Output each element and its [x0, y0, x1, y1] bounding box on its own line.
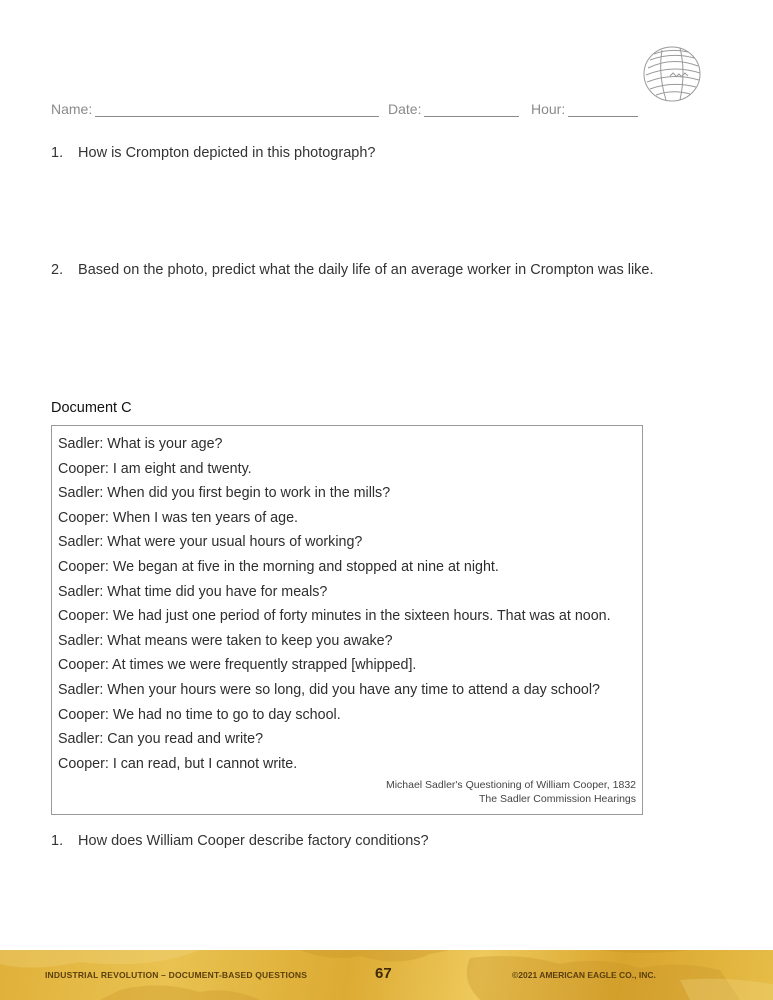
question-text: How does William Cooper describe factory conditions?	[78, 833, 429, 849]
transcript-line: Cooper: I am eight and twenty.	[58, 460, 252, 477]
question-2	[51, 262, 654, 278]
name-blank-line[interactable]	[95, 102, 379, 117]
citation-line-2: The Sadler Commission Hearings	[479, 793, 636, 805]
transcript-line: Cooper: At times we were frequently strapped [whipped].	[58, 657, 417, 674]
transcript-line: Cooper: I can read, but I cannot write.	[58, 755, 298, 772]
transcript-line: Sadler: What is your age?	[58, 436, 223, 452]
document-box	[51, 425, 643, 815]
question-1	[51, 145, 375, 161]
question-number: 2.	[51, 262, 64, 278]
question-number: 1.	[51, 833, 64, 849]
globe-logo-icon	[640, 42, 704, 106]
transcript-line: Cooper: We began at five in the morning and stopped at nine at night.	[58, 559, 499, 575]
date-label: Date:	[388, 101, 422, 117]
hour-label: Hour:	[531, 101, 566, 117]
transcript-line: Sadler: When did you first begin to work in the mills?	[58, 485, 391, 502]
question-text: Based on the photo, predict what the daily life of an average worker in Crompton was like.	[78, 262, 654, 278]
name-field[interactable]	[51, 101, 379, 117]
transcript-line: Sadler: Can you read and write?	[58, 731, 264, 748]
transcript-line: Sadler: When your hours were so long, did you have any time to attend a day school?	[58, 682, 601, 698]
question-number: 1.	[51, 145, 64, 161]
question-document-c-1	[51, 833, 429, 849]
date-field[interactable]	[388, 101, 519, 117]
footer-course-title: INDUSTRIAL REVOLUTION – DOCUMENT-BASED QUESTIONS	[45, 970, 308, 980]
name-label: Name:	[51, 101, 93, 117]
hour-blank-line[interactable]	[568, 102, 638, 117]
footer-copyright: ©2021 AMERICAN EAGLE CO., INC.	[512, 970, 656, 980]
question-text: How is Crompton depicted in this photograph?	[78, 145, 376, 161]
document-label: Document C	[51, 400, 132, 416]
date-blank-line[interactable]	[424, 102, 519, 117]
citation-line-1: Michael Sadler's Questioning of William Cooper, 1832	[385, 779, 636, 791]
transcript-line: Cooper: We had just one period of forty minutes in the sixteen hours. That was at noon.	[58, 608, 611, 625]
hour-field[interactable]	[531, 101, 638, 117]
page-footer	[0, 950, 773, 1000]
transcript-line: Cooper: We had no time to go to day school.	[58, 706, 341, 723]
transcript-line: Cooper: When I was ten years of age.	[58, 509, 298, 526]
page-number: 67	[375, 965, 392, 982]
transcript-line: Sadler: What time did you have for meals?	[58, 583, 328, 600]
transcript-line: Sadler: What were your usual hours of working?	[58, 534, 363, 551]
transcript-line: Sadler: What means were taken to keep you awake?	[58, 632, 393, 649]
student-info-header	[51, 101, 651, 121]
